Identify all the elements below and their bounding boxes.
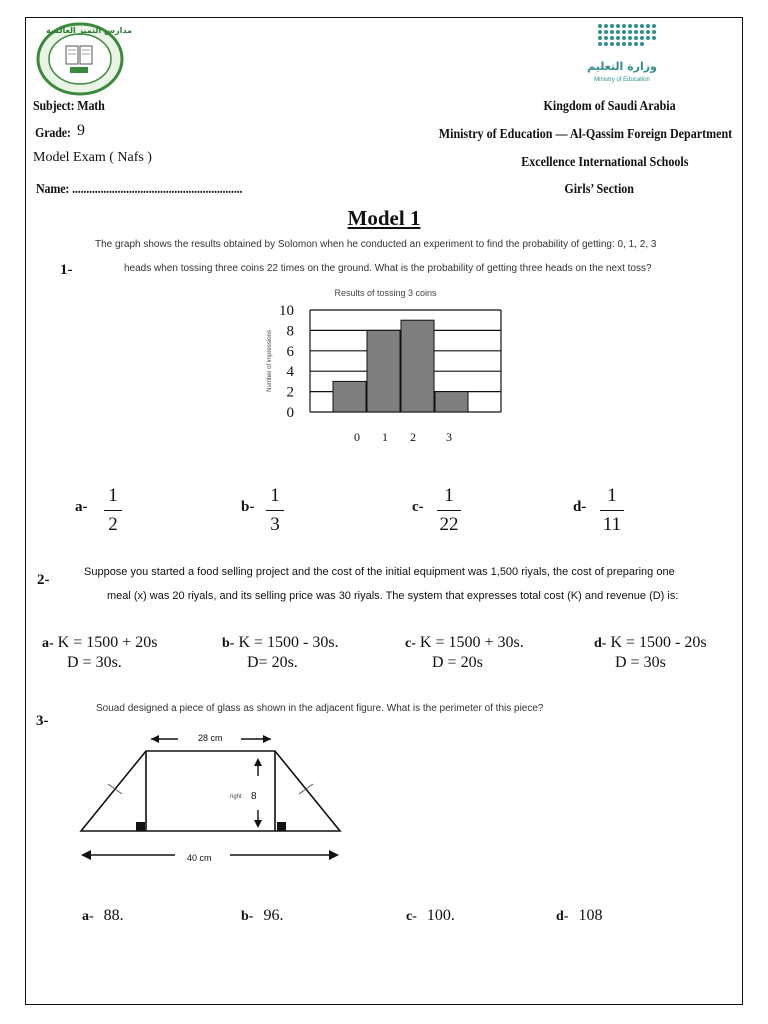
option-line1: K = 1500 - 20s xyxy=(610,634,707,651)
q3-option-c[interactable] xyxy=(406,907,455,925)
subject-label: Subject: Math xyxy=(33,99,105,114)
section-label: Girls’ Section xyxy=(564,182,634,197)
school-logo-text: مدارس التميز العالمية xyxy=(46,26,132,35)
x-tick-label: 0 xyxy=(354,430,360,444)
bar-2 xyxy=(401,320,434,412)
numerator: 1 xyxy=(444,485,454,506)
q2-option-d[interactable] xyxy=(594,634,707,652)
q1-number: 1- xyxy=(60,262,73,278)
q2-option-a[interactable] xyxy=(42,634,158,652)
y-tick-label: 0 xyxy=(286,405,294,421)
bar-1 xyxy=(367,330,400,412)
q1-option-c-fraction[interactable] xyxy=(437,486,461,534)
bar-3 xyxy=(435,392,468,412)
q2-option-c-line2[interactable]: D = 20s xyxy=(432,654,483,671)
q1-option-b-fraction[interactable] xyxy=(266,486,284,534)
numerator: 1 xyxy=(270,485,280,506)
top-length-label: 28 cm xyxy=(198,733,223,743)
denominator: 3 xyxy=(270,514,280,535)
chart-title: Results of tossing 3 coins xyxy=(334,288,437,298)
q3-text: Souad designed a piece of glass as shown in the adjacent figure. What is the perimeter of this piece? xyxy=(96,703,544,714)
name-line: Name: ............................................................ xyxy=(36,182,243,197)
option-label: b- xyxy=(241,909,254,924)
exam-label: Model Exam ( Nafs ) xyxy=(33,150,152,165)
option-label: d- xyxy=(556,909,569,924)
q3-figure xyxy=(75,728,350,868)
bottom-length-label: 40 cm xyxy=(187,853,212,863)
q3-number: 3- xyxy=(36,713,49,729)
q2-option-c[interactable] xyxy=(405,634,524,652)
school-label: Excellence International Schools xyxy=(520,155,688,170)
ministry-logo-en: Ministry of Education xyxy=(594,77,650,83)
option-label: d- xyxy=(594,636,607,651)
q2-option-b[interactable] xyxy=(222,634,339,652)
trapezoid-figure xyxy=(75,728,350,868)
q2-number: 2- xyxy=(37,572,50,588)
x-tick-label: 1 xyxy=(382,430,388,444)
option-label: c- xyxy=(406,909,417,924)
height-value: 8 xyxy=(251,791,257,802)
q2-option-b-line2[interactable]: D= 20s. xyxy=(247,654,298,671)
grade-label: Grade: xyxy=(35,126,71,141)
bar-chart xyxy=(260,282,510,450)
y-tick-label: 8 xyxy=(286,323,294,340)
q1-text-line2: heads when tossing three coins 22 times on the ground. What is the probability of getting three heads on the next toss? xyxy=(124,263,652,274)
q1-option-a-label[interactable]: a- xyxy=(75,499,88,515)
q3-option-a[interactable] xyxy=(82,907,124,925)
q2-text-line1: Suppose you started a food selling project and the cost of the initial equipment was 1,500 riyals, the cost of preparing one xyxy=(84,566,675,578)
q1-option-b-label[interactable]: b- xyxy=(241,499,255,515)
ministry-emblem-icon xyxy=(560,20,670,60)
option-value: 88. xyxy=(103,907,124,924)
y-tick-label: 2 xyxy=(286,384,294,401)
option-value: 96. xyxy=(263,907,284,924)
q3-option-d[interactable] xyxy=(556,907,602,925)
grade-value: 9 xyxy=(77,122,85,139)
country-label: Kingdom of Saudi Arabia xyxy=(543,99,676,114)
option-line1: K = 1500 + 20s xyxy=(57,634,158,651)
bar-0 xyxy=(333,381,366,412)
height-label: right xyxy=(230,794,242,800)
option-label: b- xyxy=(222,636,235,651)
option-label: a- xyxy=(42,636,54,651)
y-tick-label: 10 xyxy=(279,303,294,319)
q1-option-c-label[interactable]: c- xyxy=(412,499,424,515)
ministry-logo-ar: وزارة التعليم xyxy=(587,60,657,73)
q1-text-line1: The graph shows the results obtained by Solomon when he conducted an experiment to find the probability of getting: 0, 1, 2, 3 xyxy=(95,239,657,250)
option-label: c- xyxy=(405,636,416,651)
q1-option-d-label[interactable]: d- xyxy=(573,499,587,515)
y-tick-label: 4 xyxy=(286,364,294,381)
page-title: Model 1 xyxy=(347,206,421,230)
ministry-logo xyxy=(560,20,670,90)
numerator: 1 xyxy=(607,485,617,506)
ministry-label: Ministry of Education — Al-Qassim Foreign Department xyxy=(438,127,732,142)
q1-chart xyxy=(260,282,510,450)
y-tick-label: 6 xyxy=(286,343,294,360)
q2-text-line2: meal (x) was 20 riyals, and its selling price was 30 riyals. The system that expresses total cost (K) and revenue (D) is: xyxy=(107,590,679,602)
q3-option-b[interactable] xyxy=(241,907,283,925)
school-logo-abbr: E.I.S. xyxy=(73,74,87,80)
option-value: 108 xyxy=(578,907,603,924)
y-axis-label: Number of impressions xyxy=(267,330,273,392)
denominator: 22 xyxy=(439,514,459,535)
option-value: 100. xyxy=(426,907,455,924)
x-tick-label: 2 xyxy=(410,430,416,444)
option-label: a- xyxy=(82,909,94,924)
q2-option-a-line2[interactable]: D = 30s. xyxy=(67,654,122,671)
q1-option-a-fraction[interactable] xyxy=(104,486,122,534)
denominator: 11 xyxy=(602,514,622,535)
option-line1: K = 1500 - 30s. xyxy=(238,634,339,651)
option-line1: K = 1500 + 30s. xyxy=(419,634,524,651)
numerator: 1 xyxy=(108,485,118,506)
school-logo xyxy=(36,22,132,96)
denominator: 2 xyxy=(108,514,118,535)
q1-option-d-fraction[interactable] xyxy=(600,486,624,534)
x-tick-label: 3 xyxy=(446,430,452,444)
q2-option-d-line2[interactable]: D = 30s xyxy=(615,654,666,671)
